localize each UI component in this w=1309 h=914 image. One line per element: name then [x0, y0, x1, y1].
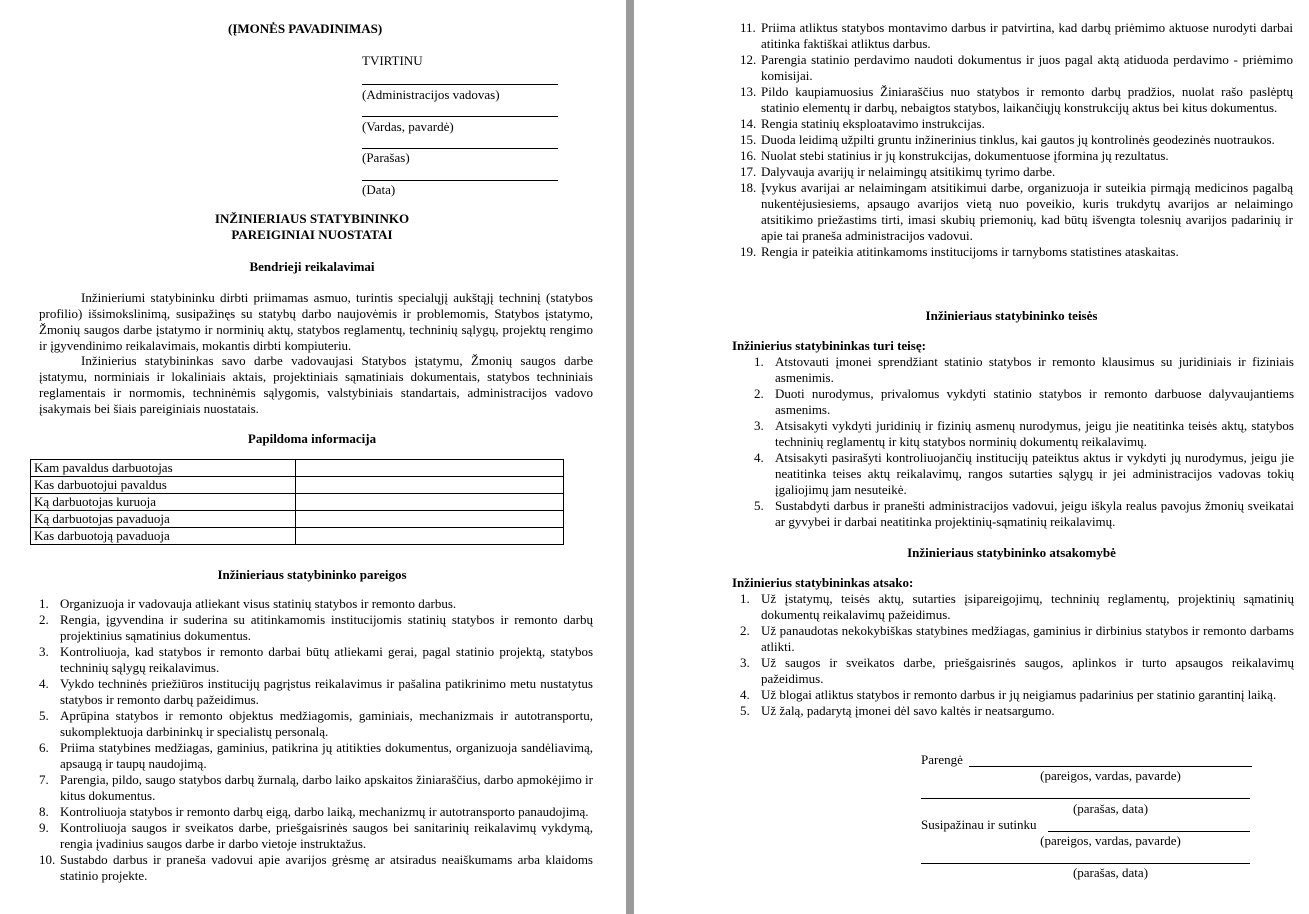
approve-field-signature: (Parašas): [362, 150, 410, 165]
list-item: 10. Sustabdo darbus ir praneša vadovui apie avarijos grėsmę ar atsiradus neaiškumams arba klaidoms statinio projekte.: [39, 852, 593, 883]
prepared-label: Parengė: [921, 752, 963, 767]
list-item: 12. Parengia statinio perdavimo naudoti dokumentus ir juos pagal aktą atiduoda perdavimo - priėmimo komisijai.: [740, 52, 1293, 83]
approve-field-name: (Vardas, pavardė): [362, 119, 454, 134]
prepared-signature-line[interactable]: [921, 798, 1250, 799]
doc-title-line-1: INŽINIERIAUS STATYBININKO: [214, 211, 410, 226]
agreed-signature-caption: (parašas, data): [1072, 865, 1149, 880]
responsibility-intro: Inžinierius statybininkas atsako:: [732, 575, 914, 590]
list-item: 17. Dalyvauja avarijų ir nelaimingų atsitikimų tyrimo darbe.: [740, 164, 1056, 179]
page-divider: [626, 0, 634, 914]
info-table: [30, 459, 564, 545]
approve-field-date: (Data): [362, 182, 396, 197]
info-heading: Papildoma informacija: [247, 431, 377, 446]
table-row: [31, 460, 564, 477]
agreed-caption: (pareigos, vardas, pavarde): [1040, 833, 1181, 848]
info-value[interactable]: [296, 494, 564, 511]
list-item: 3. Kontroliuoja, kad statybos ir remonto darbai būtų atliekami gerai, pagal statinio projektą, statybos techninių sąlygų reikalavimus.: [39, 644, 593, 675]
approve-line-2: [362, 116, 558, 117]
list-item: 14. Rengia statinių eksploatavimo instrukcijas.: [740, 116, 985, 131]
list-item: 4. Atsisakyti pasirašyti kontroliuojančių institucijų pateiktus aktus ir vykdyti jų nurodymus, jeigu jie neatitinka teises aktų reikalavimų, rangos sutarties sąlygų ir jei administracijos vadovas tokių įgaliojimų jam nesuteikė.: [754, 450, 1294, 497]
rights-intro: Inžinierius statybininkas turi teisę:: [732, 338, 926, 353]
list-item: 6. Priima statybines medžiagas, gaminius, patikrina jų atitikties dokumentus, organizuoja sandėliavimą, apsaugą ir taupų naudojimą.: [39, 740, 593, 771]
table-row: [31, 528, 564, 545]
info-value[interactable]: [296, 511, 564, 528]
doc-title-line-2: PAREIGINIAI NUOSTATAI: [231, 227, 393, 242]
table-row: [31, 494, 564, 511]
list-item: 16. Nuolat stebi statinius ir jų konstrukcijas, dokumentuose įformina jų rezultatus.: [740, 148, 1169, 163]
list-item: 2. Duoti nurodymus, privalomus vykdyti statinio statybos ir remonto darbuose dalyvaujantiems asmenims.: [754, 386, 1294, 417]
list-item: 4. Vykdo techninės priežiūros institucijų pagrįstus reikalavimus ir pašalina patikrinimo metu nustatytus statybos ir remonto darbų pažeidimus.: [39, 676, 593, 707]
list-item: 2. Rengia, įgyvendina ir suderina su atitinkamomis institucijomis statinių statybos ir remonto darbų projektinius sąmatinius dokumentus.: [39, 612, 593, 643]
list-item: 13. Pildo kaupiamuosius Žiniaraščius nuo statybos ir remonto darbų pradžios, nuolat rašo paslėptų statinio elementų ir darbų, nebaigtos statybos, laikančiųjų konstrukcijų aktus bei kitus dokumentus.: [740, 84, 1293, 115]
rights-heading: Inžinieriaus statybininko teisės: [925, 308, 1098, 323]
info-value[interactable]: [296, 477, 564, 494]
info-label: Ką darbuotojas pavaduoja: [31, 511, 296, 528]
info-value[interactable]: [296, 528, 564, 545]
list-item: 5. Sustabdyti darbus ir pranešti administracijos vadovui, jeigu iškyla realus pavojus žmonių sveikatai ar gyvybei ir darbai neatitinka projektinių-sąmatinių reikalavimų.: [754, 498, 1294, 529]
info-label: Ką darbuotojas kuruoja: [31, 494, 296, 511]
list-item: 1. Organizuoja ir vadovauja atliekant visus statinių statybos ir remonto darbus.: [39, 596, 457, 611]
approve-title: TVIRTINU: [362, 53, 423, 68]
list-item: 3. Atsisakyti vykdyti juridinių ir fizinių asmenų nurodymus, jeigu jie neatitinka teisės aktų, statybos techninių reglamentų ir kitų statybos norminių dokumentų reikalavimų.: [754, 418, 1294, 449]
list-item: 2. Už panaudotas nekokybiškas statybines medžiagas, gaminius ir dirbinius statybos ir remonto darbams atlikti.: [740, 623, 1294, 654]
approve-line-4: [362, 180, 558, 181]
list-item: 3. Už saugos ir sveikatos darbe, priešgaisrinės saugos, aplinkos ir turto apsaugos reikalavimų pažeidimus.: [740, 655, 1294, 686]
agreed-name-line[interactable]: [1048, 831, 1250, 832]
prepared-signature-caption: (parašas, data): [1072, 801, 1149, 816]
prepared-caption: (pareigos, vardas, pavarde): [1040, 768, 1181, 783]
prepared-name-line[interactable]: [969, 766, 1252, 767]
list-item: 18. Įvykus avarijai ar nelaimingam atsitikimui darbe, organizuoja ir suteikia pirmąją medicinos pagalbą nukentėjusiesiems, apsaugo avarijos vietą nuo poveikio, kuris trukdytų avarijos ar nelaimingo atsitikimo priežastims tirti, imasi skubių priemonių, kad būtų išvengta tolesnių avarijos padarinių ir apie tai praneša administracijos vadovui.: [740, 180, 1293, 243]
approve-line-1: [362, 84, 558, 85]
duties-heading: Inžinieriaus statybininko pareigos: [217, 567, 407, 582]
list-item: 15. Duoda leidimą užpilti gruntu inžinerinius tinklus, kai gautos jų kontrolinės geodezinės nuotraukos.: [740, 132, 1275, 147]
list-item: 7. Parengia, pildo, saugo statybos darbų žurnalą, darbo laiko apskaitos žiniaraščius, darbo apmokėjimo ir kitus dokumentus.: [39, 772, 593, 803]
table-row: [31, 477, 564, 494]
agreed-label: Susipažinau ir sutinku: [921, 817, 1037, 832]
list-item: 5. Aprūpina statybos ir remonto objektus medžiagomis, gaminiais, mechanizmais ir autotransportu, sukomplektuoja darbininkų ir specialistų personalą.: [39, 708, 593, 739]
responsibility-list: [730, 591, 1294, 719]
general-paragraph-1: Inžinieriumi statybininku dirbti priimamas asmuo, turintis specialųjį aukštąjį techninį (statybos profilio) išsimokslinimą, susipažinęs su statybų darbo naujovėmis ir problemomis, Statybos įstatymo, Žmonių saugos darbe įstatymo ir norminių aktų, statybos reglamentų, techninių sąlygų, projektų rengimo ir įgyvendinimo reikalavimais, mokantis dirbti kompiuteriu.: [39, 290, 593, 353]
info-value[interactable]: [296, 460, 564, 477]
list-item: 9. Kontroliuoja saugos ir sveikatos darbe, priešgaisrinės saugos bei sanitarinių reikalavimų vykdymą, rengia įvadinius saugos darbe ir darbo vietoje instruktažus.: [39, 820, 593, 851]
list-item: 8. Kontroliuoja statybos ir remonto darbų eigą, darbo laiką, mechanizmų ir autotransporto panaudojimą.: [39, 804, 589, 819]
left-page: [0, 0, 626, 914]
table-row: [31, 511, 564, 528]
rights-list: [744, 354, 1294, 530]
list-item: 5. Už žalą, padarytą įmonei dėl savo kaltės ir neatsargumo.: [740, 703, 1055, 718]
info-label: Kas darbuotoją pavaduoja: [31, 528, 296, 545]
agreed-signature-line[interactable]: [921, 863, 1250, 864]
right-page: [634, 0, 1309, 914]
list-item: 1. Atstovauti įmonei sprendžiant statinio statybos ir remonto klausimus su juridiniais ir fiziniais asmenimis.: [754, 354, 1294, 385]
general-paragraph-2: Inžinierius statybininkas savo darbe vadovaujasi Statybos įstatymu, Žmonių saugos darbe įstatymu, norminiais ir lokaliniais aktais, projektiniais sąmatiniais dokumentais, statybos techniniais reglamentais ir normomis, techninėmis sąlygomis, valstybiniais standartais, administracijos vadovo įsakymais bei šiais pareiginiais nuostatais.: [39, 353, 593, 416]
duties-list-continued: [730, 20, 1293, 260]
company-name: (ĮMONĖS PAVADINIMAS): [228, 21, 383, 36]
info-label: Kam pavaldus darbuotojas: [31, 460, 296, 477]
list-item: 19. Rengia ir pateikia atitinkamoms institucijoms ir tarnyboms statistines ataskaitas.: [740, 244, 1179, 259]
duties-list: [29, 596, 593, 884]
responsibility-heading: Inžinieriaus statybininko atsakomybė: [907, 545, 1116, 560]
list-item: 11. Priima atliktus statybos montavimo darbus ir patvirtina, kad darbų priėmimo aktuose nurodyti darbai atitinka faktiškai atliktus darbus.: [740, 20, 1293, 51]
list-item: 1. Už įstatymų, teisės aktų, sutarties įsipareigojimų, techninių reglamentų, projektinių sąmatinių dokumentų reikalavimų pažeidimus.: [740, 591, 1294, 622]
approve-field-head: (Administracijos vadovas): [362, 87, 500, 102]
approve-line-3: [362, 148, 558, 149]
info-label: Kas darbuotojui pavaldus: [31, 477, 296, 494]
general-heading: Bendrieji reikalavimai: [249, 259, 375, 274]
list-item: 4. Už blogai atliktus statybos ir remonto darbus ir jų neigiamus padarinius per statinio garantinį laiką.: [740, 687, 1277, 702]
